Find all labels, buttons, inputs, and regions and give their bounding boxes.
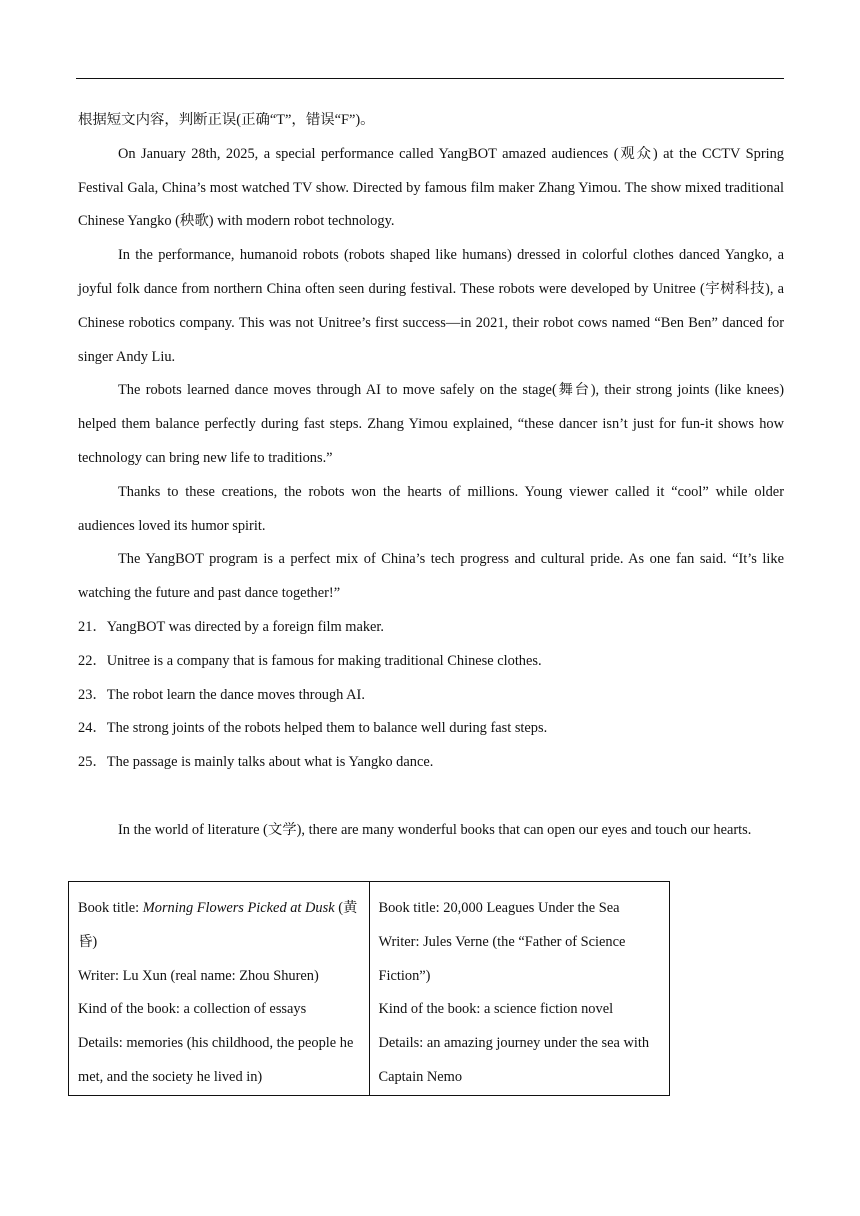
book-cell-lu-xun [69,882,370,1096]
section-spacer [78,780,784,814]
book-kind: Kind of the book: a collection of essays [78,1001,307,1018]
book-title-suffix: (黄昏) [78,900,358,950]
document-body [78,104,784,848]
book-kind: Kind of the book: a science fiction novel [378,1001,614,1018]
book-writer: Writer: Lu Xun (real name: Zhou Shuren) [78,967,319,984]
passage-paragraph: Thanks to these creations, the robots won the hearts of millions. Young viewer called it “cool” while older audiences loved its humor spirit. [78,483,784,534]
book-writer: Writer: Jules Verne (the “Father of Science Fiction”) [378,933,626,984]
passage-paragraph: On January 28th, 2025, a special performance called YangBOT amazed audiences (观众) at the CCTV Spring Festival Gala, China’s most watched TV show. Directed by famous film maker Zhang Yimou. The show mixed traditional Chinese Yangko (秧歌) with modern robot technology. [78,145,784,230]
question-22: 22．Unitree is a company that is famous for making traditional Chinese clothes. [78,652,542,669]
passage-paragraph: In the performance, humanoid robots (robots shaped like humans) dressed in colorful clothes danced Yangko, a joyful folk dance from northern China often seen during festival. These robots were developed by Unitree (宇树科技), a Chinese robotics company. This was not Unitree’s first success—in 2021, their robot cows named “Ben Ben” danced for singer Andy Liu. [78,247,784,365]
table-row [69,882,670,1096]
question-25: 25．The passage is mainly talks about what is Yangko dance. [78,754,434,771]
section-intro: In the world of literature (文学), there are many wonderful books that can open our eyes and touch our hearts. [118,821,752,838]
book-title: Morning Flowers Picked at Dusk [142,900,335,916]
header-rule [76,78,784,79]
book-cell-jules-verne [369,882,670,1096]
book-details: Details: memories (his childhood, the people he met, and the society he lived in) [78,1035,354,1085]
passage-paragraph: The robots learned dance moves through AI to move safely on the stage(舞台), their strong joints (like knees) helped them balance perfectly during fast steps. Zhang Yimou explained, “these dancer isn’t just for fun-it shows how technology can bring new life to traditions.” [78,382,784,466]
book-title-line [78,892,360,960]
question-21: 21．YangBOT was directed by a foreign film maker. [78,618,385,635]
book-title-label: Book title: [378,900,444,916]
book-details: Details: an amazing journey under the sea with Captain Nemo [378,1035,650,1085]
book-title-line [379,892,661,926]
instruction: 根据短文内容，判断正误(正确“T”，错误“F”)。 [78,112,375,128]
book-title: 20,000 Leagues Under the Sea [443,900,620,916]
book-table [68,881,670,1096]
passage-paragraph: The YangBOT program is a perfect mix of China’s tech progress and cultural pride. As one fan said. “It’s like watching the future and past dance together!” [78,551,784,602]
book-title-label: Book title: [78,900,143,916]
question-24: 24．The strong joints of the robots helped them to balance well during fast steps. [78,720,548,737]
question-23: 23．The robot learn the dance moves through AI. [78,686,365,703]
